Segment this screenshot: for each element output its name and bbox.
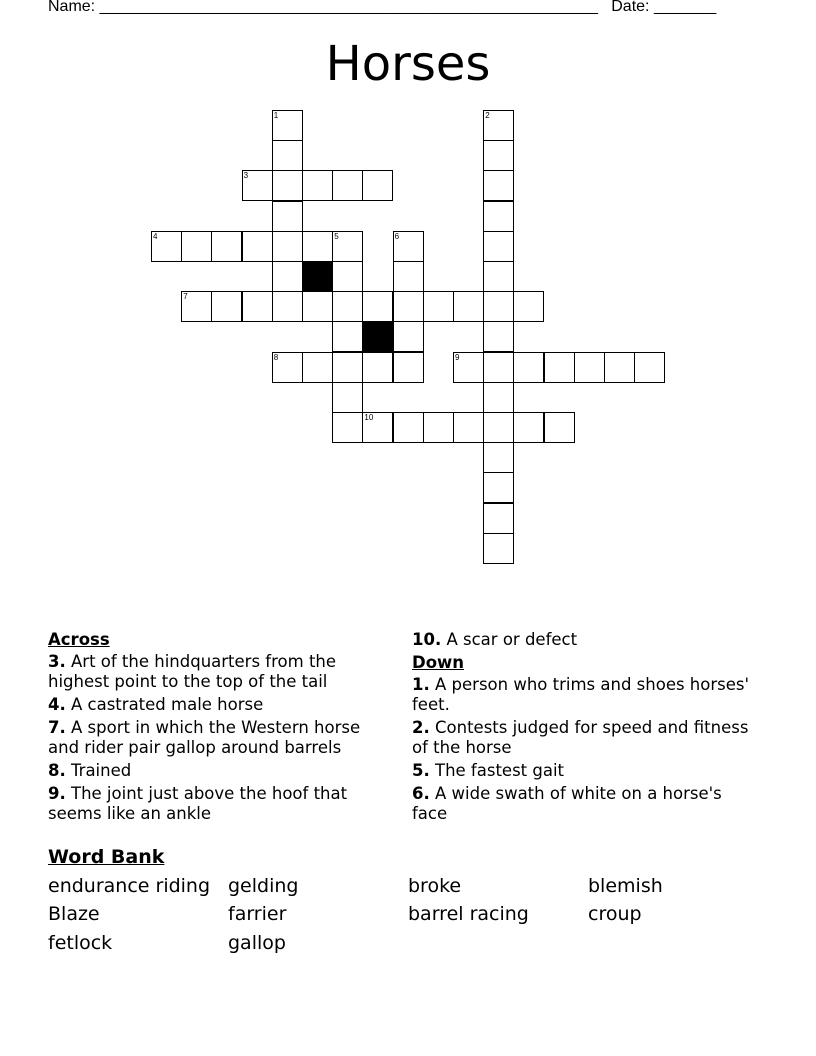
grid-cell[interactable] xyxy=(302,352,333,383)
grid-cell[interactable] xyxy=(483,412,514,443)
grid-cell[interactable] xyxy=(483,503,514,534)
clue-number: 7 xyxy=(183,292,188,302)
word-bank-item: blemish xyxy=(588,875,663,897)
grid-cell[interactable] xyxy=(483,321,514,352)
clue-number: 3 xyxy=(243,171,249,181)
grid-cell[interactable] xyxy=(393,352,424,383)
grid-cell[interactable] xyxy=(332,291,363,322)
black-square xyxy=(362,321,393,352)
grid-cell[interactable] xyxy=(272,201,303,232)
grid-cell[interactable] xyxy=(453,352,484,383)
grid-cell[interactable] xyxy=(393,412,424,443)
grid-cell[interactable] xyxy=(151,231,182,262)
grid-cell[interactable] xyxy=(513,291,544,322)
grid-cell[interactable] xyxy=(272,110,303,141)
grid-cell[interactable] xyxy=(242,231,273,262)
grid-cell[interactable] xyxy=(513,352,544,383)
grid-cell[interactable] xyxy=(544,352,575,383)
word-bank-item: gallop xyxy=(228,932,286,954)
grid-cell[interactable] xyxy=(483,291,514,322)
word-bank-item: farrier xyxy=(228,903,287,925)
across-clues xyxy=(48,630,393,827)
clue-across-3: 3. Art of the hindquarters from the highest point to the top of the tail xyxy=(48,652,337,691)
grid-cell[interactable] xyxy=(483,261,514,292)
clue-down-1: 1. A person who trims and shoes horses' feet. xyxy=(412,675,750,714)
name-label: Name: xyxy=(48,0,96,15)
grid-cell[interactable] xyxy=(332,321,363,352)
name-blank[interactable]: ________________________________________________________ xyxy=(99,0,598,15)
grid-cell[interactable] xyxy=(393,231,424,262)
clue-across-7: 7. A sport in which the Western horse and rider pair gallop around barrels xyxy=(48,718,361,757)
grid-cell[interactable] xyxy=(362,291,393,322)
grid-cell[interactable] xyxy=(513,412,544,443)
grid-cell[interactable] xyxy=(393,291,424,322)
grid-cell[interactable] xyxy=(423,291,454,322)
clue-number: 8 xyxy=(273,352,279,362)
clue-number: 6 xyxy=(394,231,400,241)
grid-cell[interactable] xyxy=(211,291,242,322)
clue-number: 5 xyxy=(334,231,339,241)
grid-cell[interactable] xyxy=(423,412,454,443)
grid-cell[interactable] xyxy=(332,261,363,292)
word-bank-item: endurance riding xyxy=(48,875,211,897)
grid-cell[interactable] xyxy=(393,321,424,352)
grid-cell[interactable] xyxy=(272,291,303,322)
word-bank-item: broke xyxy=(408,875,462,897)
grid-cell[interactable] xyxy=(483,140,514,171)
word-bank-heading: Word Bank xyxy=(48,846,165,868)
clue-number: 2 xyxy=(485,111,490,120)
across-heading: Across xyxy=(48,630,110,649)
grid-cell[interactable] xyxy=(634,352,665,383)
clue-across-10: 10. A scar or defect xyxy=(412,630,578,649)
grid-cell[interactable] xyxy=(393,261,424,292)
grid-cell[interactable] xyxy=(302,291,333,322)
grid-cell[interactable] xyxy=(483,442,514,473)
date-blank[interactable]: _______ xyxy=(653,0,717,15)
word-bank-item: fetlock xyxy=(48,932,113,954)
grid-cell[interactable] xyxy=(544,412,575,443)
grid-cell[interactable] xyxy=(362,170,393,201)
down-heading: Down xyxy=(412,653,465,672)
grid-cell[interactable] xyxy=(332,231,363,262)
page-title: Horses xyxy=(325,36,491,92)
word-bank-item: Blaze xyxy=(48,903,100,925)
clue-down-5: 5. The fastest gait xyxy=(412,761,565,780)
grid-cell[interactable] xyxy=(483,110,514,141)
grid-cell[interactable] xyxy=(483,352,514,383)
grid-cell[interactable] xyxy=(332,412,363,443)
clue-number: 1 xyxy=(273,111,279,120)
grid-cell[interactable] xyxy=(211,231,242,262)
grid-cell[interactable] xyxy=(272,231,303,262)
word-bank-item: gelding xyxy=(228,875,299,897)
grid-cell[interactable] xyxy=(272,352,303,383)
grid-cell[interactable] xyxy=(574,352,605,383)
grid-cell[interactable] xyxy=(272,261,303,292)
grid-cell[interactable] xyxy=(362,352,393,383)
grid-cell[interactable] xyxy=(483,201,514,232)
word-bank-item: barrel racing xyxy=(408,903,529,925)
down-clues xyxy=(412,630,757,827)
clue-number: 9 xyxy=(455,352,460,362)
grid-cell[interactable] xyxy=(362,412,393,443)
grid-cell[interactable] xyxy=(242,291,273,322)
clue-down-2: 2. Contests judged for speed and fitness of the horse xyxy=(412,718,749,757)
clue-across-9: 9. The joint just above the hoof that seems like an ankle xyxy=(48,784,348,823)
black-square xyxy=(302,261,333,292)
grid-cell[interactable] xyxy=(272,140,303,171)
grid-cell[interactable] xyxy=(483,533,514,564)
grid-cell[interactable] xyxy=(483,170,514,201)
date-label: Date: xyxy=(611,0,650,15)
grid-cell[interactable] xyxy=(302,170,333,201)
grid-cell[interactable] xyxy=(453,291,484,322)
word-bank-item: croup xyxy=(588,903,642,925)
grid-cell[interactable] xyxy=(332,352,363,383)
grid-cell[interactable] xyxy=(332,170,363,201)
clue-across-8: 8. Trained xyxy=(48,761,132,780)
grid-cell[interactable] xyxy=(604,352,635,383)
grid-cell[interactable] xyxy=(453,412,484,443)
grid-cell[interactable] xyxy=(483,231,514,262)
grid-cell[interactable] xyxy=(181,231,212,262)
clue-number: 10 xyxy=(364,413,374,422)
clue-across-4: 4. A castrated male horse xyxy=(48,695,264,714)
grid-cell[interactable] xyxy=(181,291,212,322)
grid-cell[interactable] xyxy=(483,472,514,503)
grid-cell[interactable] xyxy=(272,170,303,201)
grid-cell[interactable] xyxy=(483,382,514,413)
clue-number: 4 xyxy=(153,231,158,241)
grid-cell[interactable] xyxy=(242,170,273,201)
grid-cell[interactable] xyxy=(332,382,363,413)
grid-cell[interactable] xyxy=(302,231,333,262)
clue-down-6: 6. A wide swath of white on a horse's face xyxy=(412,784,722,823)
